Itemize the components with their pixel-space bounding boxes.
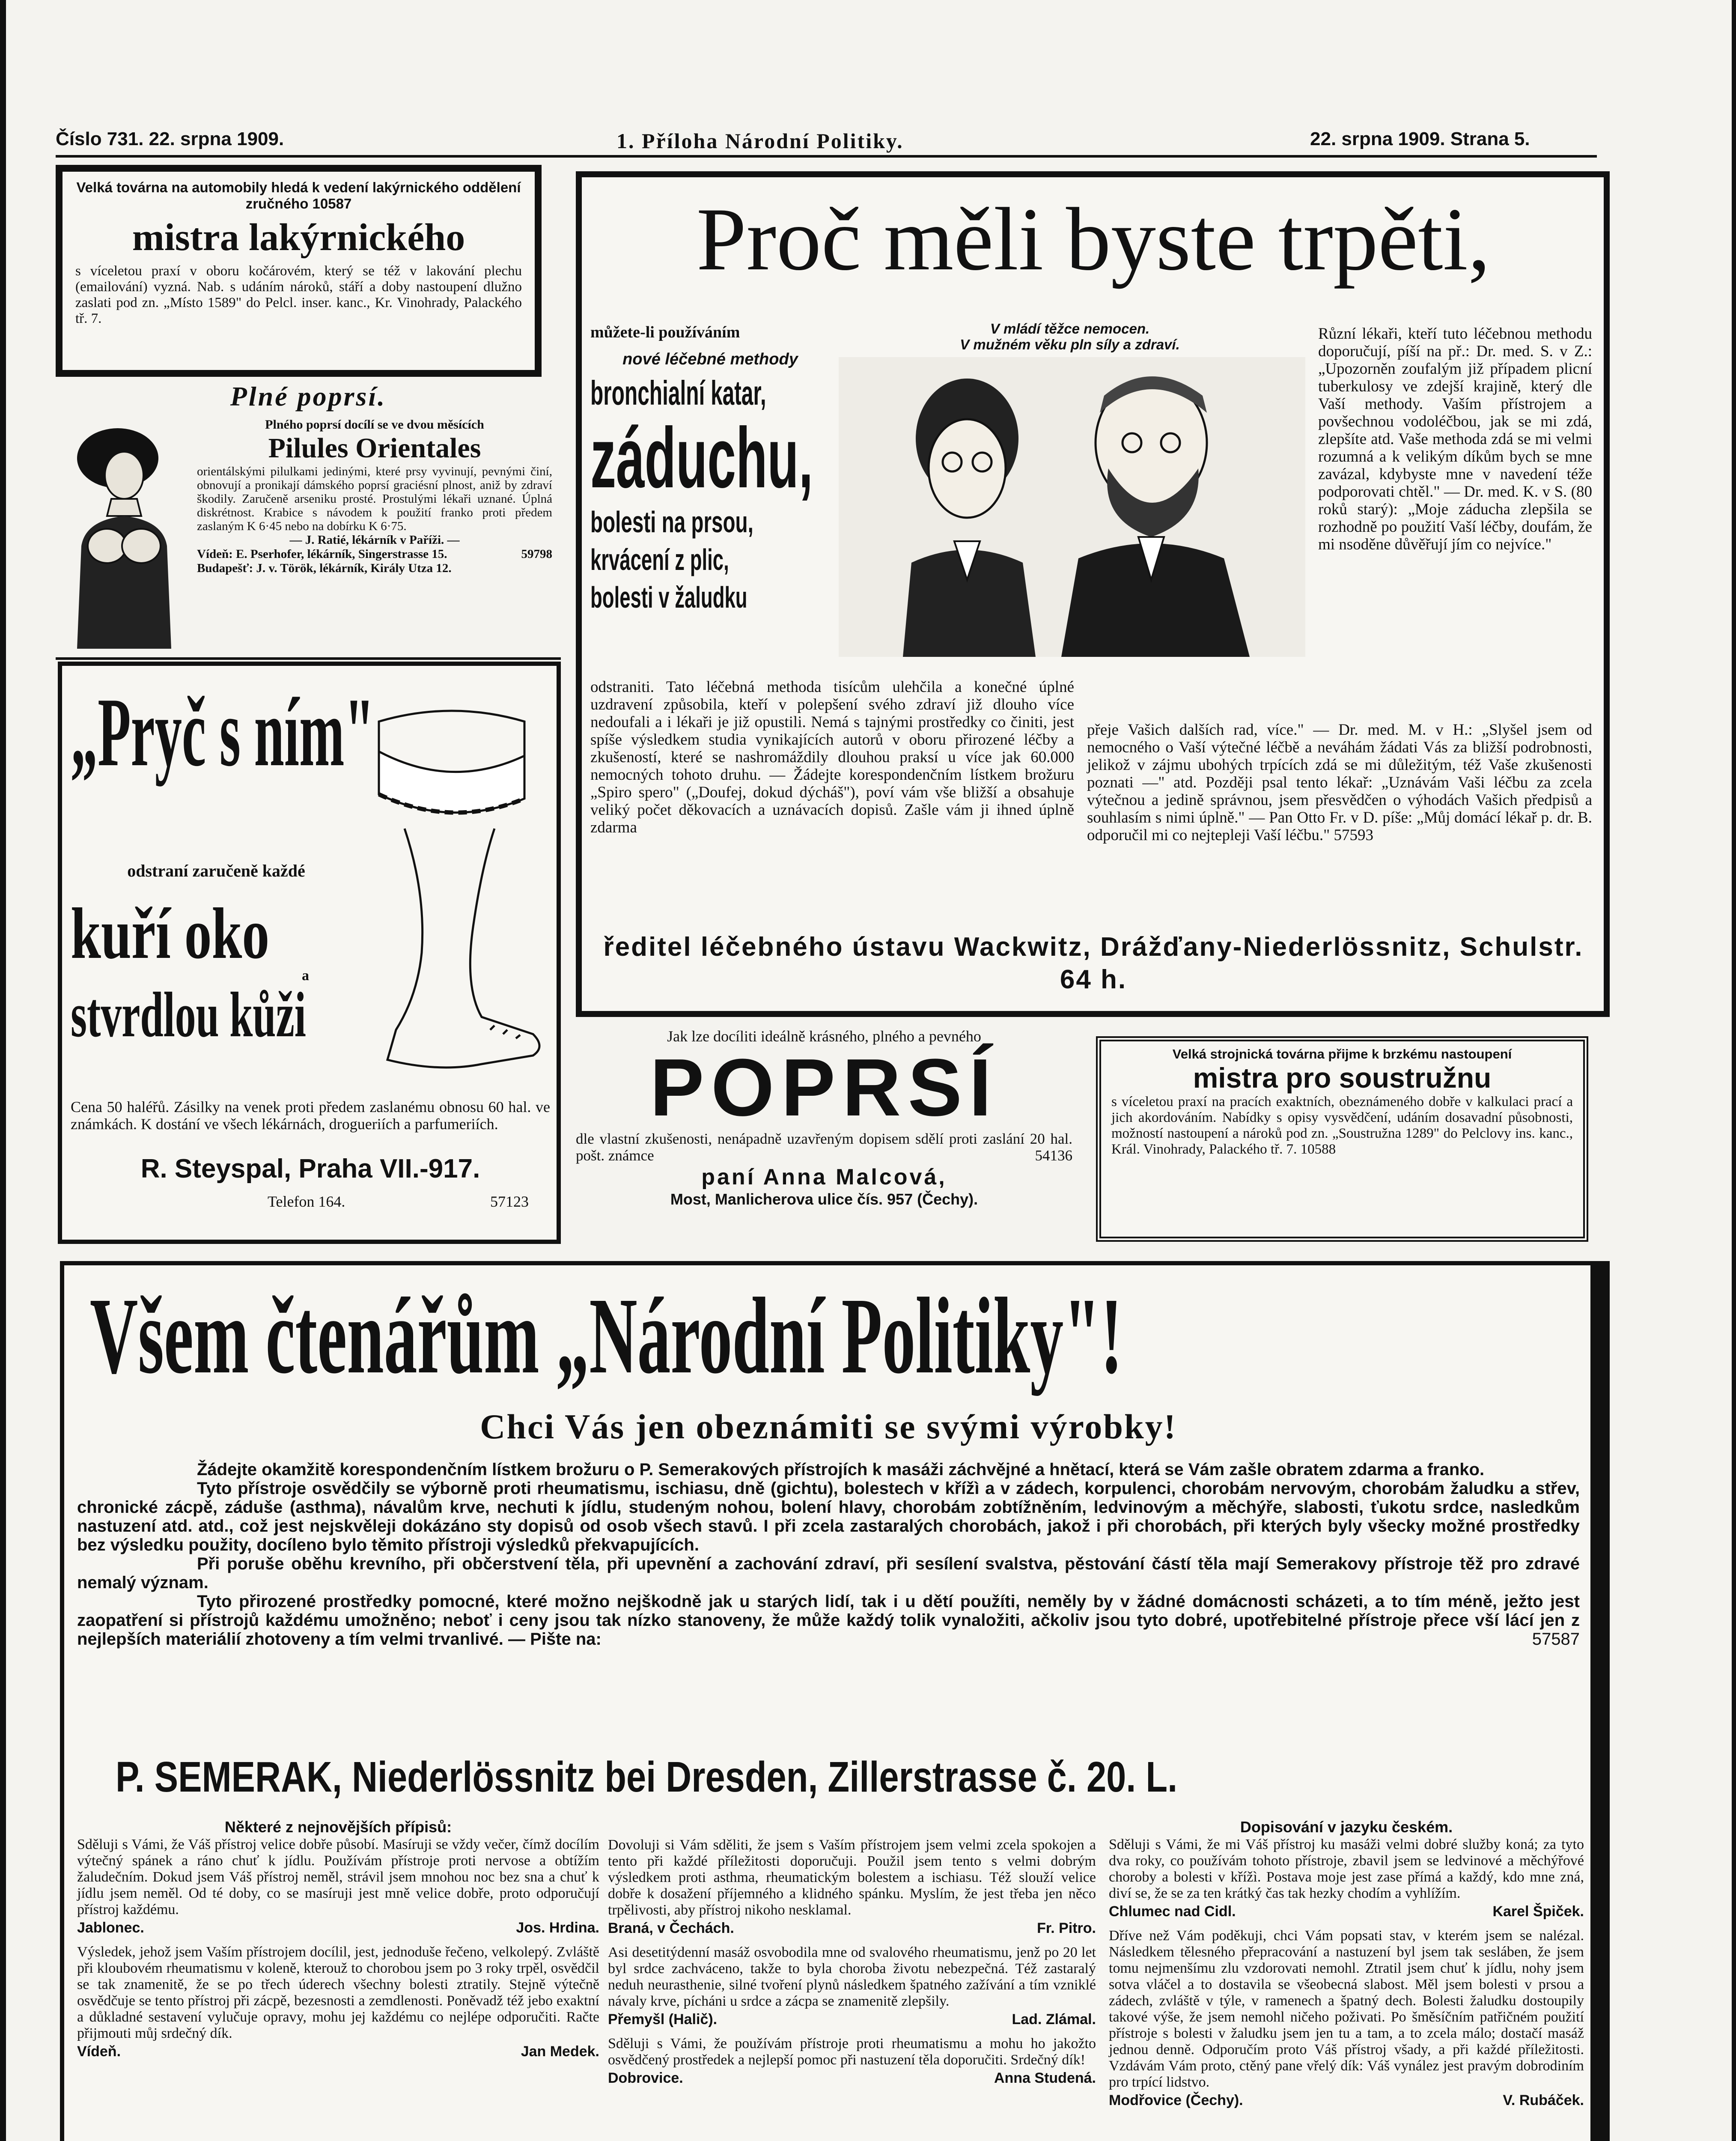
ad-poprsi-addr: Most, Manlicherova ulice čís. 957 (Čechy). bbox=[670, 1190, 978, 1208]
ad-poprsi-intro: Jak lze docíliti ideálně krásného, plného a pevného bbox=[667, 1028, 981, 1045]
ad-wackwitz bbox=[576, 171, 1610, 1017]
ad-pilules-brand: Pilules Orientales bbox=[268, 432, 481, 464]
col2-sig-a: Braná, v Čechách. Fr. Pitro. bbox=[608, 1920, 1096, 1936]
ad-wackwitz-body-right: přeje Vašich dalších rad, více." — Dr. med. M. v H.: „Slyšel jsem od nemocného o Vaší výtečné léčbě a neváhám žádati Vás za bližší podrobnosti, jelikož v zájmu ubohých trpících zdá se mi důležitým, též Vaše zkušenosti poznati —" atd. Později psal tento lékař: „Uznávám Vaši léčbu za zcela výtečnou a jedině správnou, jsem přesvědčen o výhodách Vašich předpisů a souhlasím s nimi úplně." — Pan Otto Fr. v D. píše: „Můj domácí lékař p. dr. B. odporučil mi co nejtepleji Vaší léčbu." 57593 bbox=[1087, 721, 1592, 844]
ad-wackwitz-headline: Proč měli byste trpěti, bbox=[696, 190, 1491, 289]
ad-wackwitz-body-left: odstraniti. Tato léčebná methoda tisícům ulehčila a konečné úplné uzdravení způsobila, kteří v polepšení svého zdraví již dlouho více nedoufali a i lékaři je již opustili. Nemá s tajnými prostředky co činiti, jest spíše výsledkem studia vynikajících autorů v oboru přirozené léčby a zkušeností, které se nashromáždily dlouhou praksí u více jak 60.000 nemocných tohoto druhu. — Žádejte korespondenčním lístkem brožuru „Spiro spero" („Doufej, dokud dýcháš"), poví vám vše bližší a obsahuje veliký počet děkovacích a uznávacích dopisů. Zašle vám ji ihned úplně zdarma bbox=[590, 678, 1074, 836]
ad-semerak-p1: Žádejte okamžitě korespondenčním lístkem brožuru o P. Semerakových přístrojích k masáži záchvějné a hnětací, která se Vám zašle obratem zdarma a franko. bbox=[197, 1460, 1485, 1479]
ad-lakyrnik-body: s víceletou praxí v oboru kočárovém, který se též v lakování plechu (emailování) vyzná. Nab. s udáním nároků, stáří a doby nastoupení dlužno zaslati pod zn. „Místo 1589" do Pelcl. inser. kanc., Kr. Vinohrady, Palackého tř. 7. bbox=[75, 263, 522, 326]
ad-pilules-text bbox=[197, 417, 552, 576]
header-page: 22. srpna 1909. Strana 5. bbox=[1310, 128, 1530, 149]
ad-soustruznik-intro: Velká strojnická továrna přijme k brzkému nastoupení bbox=[1172, 1047, 1512, 1062]
ad-wackwitz-method: nové léčebné methody bbox=[622, 350, 798, 368]
portrait-illustration bbox=[839, 357, 1305, 657]
col2-letter-c: Sděluji s Vámi, že používám přístroje proti rheumatismu a mohu ho jakožto osvědčený prostředek a nejlepší pomoc při nastuzení těla doporučiti. Srdečný dík! bbox=[608, 2036, 1096, 2068]
testimonial-col-1 bbox=[77, 1818, 599, 2060]
ad-semerak-p2: Tyto přístroje osvědčily se výborně proti rheumatismu, ischiasu, dně (gichtu), bolestech v křížì a v zádech, korpulenci, chorobám nervovým, chorobám žaludku a střev, chronické zácpě, záduše (asthma), návalům krve, nechuti k jídlu, studeným nohou, bolení hlavy, chorobám zobtížněním, ledvinovým a měchýře, slabosti, ťukotu srdce, nasledkům nastuzení atd. atd., což jest nejskvěleji dokázáno sty dopisů od osob všech stavů. I při zcela zastaralých chorobách, jakož i při chorobách, při kterých byly všecky možné prostředky bez výsledku použity, docíleno bylo těmito přístroji výsledků překvapujících. bbox=[77, 1479, 1580, 1554]
ad-kuri-oko-big2: stvrdlou kůži bbox=[71, 979, 306, 1050]
ad-kuri-oko-a: a bbox=[302, 968, 309, 984]
col1-sig-b: Vídeň. Jan Medek. bbox=[77, 2043, 599, 2060]
header-title: 1. Příloha Národní Politiky. bbox=[616, 129, 904, 153]
ad-kuri-oko-code: 57123 bbox=[490, 1193, 529, 1210]
ad-kuri-oko-slogan: „Pryč s ním" bbox=[71, 677, 375, 787]
ad-wackwitz-left bbox=[590, 323, 830, 616]
col1-letter-a: Sděluji s Vámi, že Váš přístroj velice dobře působí. Masíruji se vždy večer, čímž docílím výtečný spánek a ráno chuť k jídlu. Používám přístroje proti nervose a obtížím žaludečním. Dokud jsem Váš přístroj neměl, strávil jsem mnohou noc bez sna a chuť k jídlu jsem neměl. Od té doby, co se masíruji jest mně velice dobře, proto odporučují přístroj každému. bbox=[77, 1837, 599, 1917]
ad-poprsi-name: paní Anna Malcová, bbox=[701, 1165, 947, 1190]
ad-pilules-addr2: Vídeň: E. Pserhofer, lékárník, Singerstrasse 15. 59798 bbox=[197, 547, 552, 561]
ad-wackwitz-captions bbox=[832, 321, 1307, 352]
col2-sig-c: Dobrovice. Anna Studená. bbox=[608, 2070, 1096, 2086]
woman-bust-illustration bbox=[60, 417, 188, 649]
ad-kuri-oko-firm: R. Steyspal, Praha VII.-917. bbox=[140, 1154, 480, 1184]
col1-title: Některé z nejnovějších přípisů: bbox=[224, 1818, 452, 1836]
ad-soustruznik-title: mistra pro soustružnu bbox=[1193, 1062, 1492, 1094]
col3-sig-b: Modřovice (Čechy). V. Rubáček. bbox=[1109, 2092, 1584, 2108]
col1-letter-b: Výsledek, jehož jsem Vaším přístrojem docílil, jest, jednoduše řečeno, velkolepý. Zvláště při kloubovém rheumatismu v koleně, kterouž to chorobou jsem po 3 roky trpěl, osvědčil se tak znamenitě, že se po třech úderech všechny bolesti ztratily. Stejně výtečně osvědčuje se tento přístroj při zácpě, bezesnosti a zemdlenosti. Poněvadž též jebo exaktní a důkladné sestavení vylučuje opravy, mohu jej každému co nejlépe odporučiti. Račte přijmouti můj srdečný dík. bbox=[77, 1944, 599, 2041]
ad-kuri-oko bbox=[58, 662, 561, 1244]
ad-kuri-oko-price: Cena 50 haléřů. Zásilky na venek proti předem zaslanému obnosu 60 hal. ve známkách. K dostání ve všech lékárnách, drogueriích a parfumeriích. bbox=[71, 1098, 550, 1133]
ad-kuri-oko-tel: Telefon 164. bbox=[268, 1193, 345, 1210]
col3-letter-b: Dříve než Vám poděkuji, chci Vám popsati stav, v kterém jsem se nalézal. Následkem tělesného přepracování a nastuzení byl jsem tak sesláben, že jsem tomu nejmenšímu zlu vzdorovati nemohl. Ztratil jsem chuť k jídlu, nohy jsem sotva vláčel a to dostavila se všeobecná slabost. Měl jsem bolesti v prsou a zádech, zvláště v týle, v ramenech a špatný dech. Bolesti žaludku dostoupily takové výše, že jsem nemohl ničeho poživati. Po šměsíčním patřičném použití přístroje s bolesti v žaludku jsem jen tu a tam, a to zcela málo; dostačí masáž jednou denně. Odporučím proto Váš přístroj všady, a při každé příležitosti. Vzdávám Vám proto, ctěný pane vřelý dík: Váš vynález jest pravým dobrodiním pro trpící lidstvo. bbox=[1109, 1928, 1584, 2090]
ad-semerak-address: P. SEMERAK, Niederlössnitz bei Dresden, Zillerstrasse č. 20. L. bbox=[116, 1753, 1178, 1801]
caption-sick: V mládí těžce nemocen. bbox=[990, 321, 1150, 337]
ad-lakyrnik-title: mistra lakýrnického bbox=[132, 216, 465, 259]
ad-pilules bbox=[56, 379, 561, 660]
ad-kuri-oko-big1: kuří oko bbox=[71, 893, 270, 974]
testimonial-col-2 bbox=[608, 1837, 1096, 2087]
ad-pilules-addr1: — J. Ratié, lékárník v Paříži. — bbox=[289, 533, 460, 547]
ad-pilules-body: orientálskými pilulkami jedinými, které prsy vyvinují, pevnými činí, obnovují a pronikají dámského poprsí graciésní plnost, aniž by zdraví škodily. Zaručeně arseniku prosté. Prostulými lékaři uznané. Úplná diskrétnost. Krabice s návodem k použití franko proti předem zaslaným K 6·45 nebo na dobírku K 6·75. bbox=[197, 465, 552, 533]
ad-pilules-addr3: Budapešť: J. v. Török, lékárník, Király Utza 12. bbox=[197, 561, 452, 575]
ad-wackwitz-ill3: bolesti na prsou, bbox=[590, 505, 753, 539]
col2-letter-b: Asi desetitýdenní masáž osvobodila mne od svalového rheumatismu, jenž po 20 let byl srdce zachváceno, takže to byla choroba životu nebezpečná. Též zastaralý neduh neurasthenie, silné tvoření plynů následkem špatného zažívání a tím vzniklé návaly krve, pícháni u srdce a zácpa se znamenitě zlepšily. bbox=[608, 1944, 1096, 2009]
ad-semerak-p3: Při poruše oběhu krevního, při občerstvení těla, při upevnění a zachování zdraví, při sesílení svalstva, pěstování částí těla mají Semerakovy přístroje těž pro zdravé nemalý význam. bbox=[77, 1554, 1580, 1592]
ad-soustruznik-body: s víceletou praxí na pracích exaktních, obeznámeného dobře v kalkulaci prací a jich akordováním. Nabídky s opisy vysvědčení, udáním dosavadní působnosti, možností nastoupení a nároků pod zn. „Soustružna 1289" do Pelclovy ins. kanc., Král. Vinohrady, Palackého tř. 7. 10588 bbox=[1111, 1094, 1573, 1157]
leg-foot-illustration bbox=[353, 687, 554, 1085]
ad-pilules-sub: Plného poprsí docílí se ve dvou měsících bbox=[265, 417, 484, 432]
ad-wackwitz-footer: ředitel léčebného ústavu Wackwitz, Drážďany-Niederlössnitz, Schulstr. 64 h. bbox=[603, 932, 1584, 994]
ad-poprsi-body: dle vlastní zkušenosti, nenápadně uzavřeným dopisem sdělí proti zaslání 20 hal. pošt. známce 54136 bbox=[576, 1130, 1072, 1164]
ad-semerak-intro bbox=[77, 1460, 1580, 1649]
col1-sig-a: Jablonec. Jos. Hrdina. bbox=[77, 1920, 599, 1936]
ad-wackwitz-right: Různí lékaři, kteří tuto léčebnou methodu doporučují, píší na př.: Dr. med. S. v Z.: „Upozorněn zoufalým již případem plicní tuberkulosy ve zdejší krajině, který dle Vaší methody. Vaším přístrojem a povšechnou vodoléčbou, jak se mi zdá, zlepšíte atd. Vaše methoda zdá se mi velmi rozumná a k velikým díkům bych se mne zavázal, kdybyste mne v navedení téže podporovati chtěl." — Dr. med. K. v S. (80 roků starý): „Moje záducha zlepšila se rozhodně po použití Vaší léčby, doufám, že mi nsoděne důvěřují jím co nejvíce." bbox=[1318, 325, 1592, 553]
ad-lakyrnik bbox=[56, 165, 542, 377]
col3-sig-a: Chlumec nad Cidl. Karel Špiček. bbox=[1109, 1903, 1584, 1920]
col3-letter-a: Sděluji s Vámi, že mi Váš přístroj ku masáži velmi dobré služby koná; za tyto dva roky, co používám tohoto přístroje, zbavil jsem se ledvinové a měchýřové choroby a bolesti v křížì. Postava moje jest zase přímá a každý, kdo mne zná, diví se, že se za ten krátký čas tak hezky chodím a vyhlížím. bbox=[1109, 1837, 1584, 1901]
caption-healthy: V mužném věku pln síly a zdraví. bbox=[960, 337, 1180, 352]
ad-poprsi bbox=[576, 1028, 1072, 1250]
col2-sig-b: Přemyšl (Halič). Lad. Zlámal. bbox=[608, 2011, 1096, 2028]
ad-wackwitz-intro: můžete-li používáním bbox=[590, 323, 740, 341]
col2-letter-a: Dovoluji si Vám sděliti, že jsem s Vaším přístrojem jsem velmi zcela spokojen a tento při každé příležitosti doporučuji. Použil jsem tento s velmi dobrým výsledkem proti asthma, rheumatickým bolestem a ischiasu. Též slouží velice dobře k dosažení příjemného a klidného spánku. Myslím, že jest třeba jen něco trpělivosti, aby přístroj nikoho nesklamal. bbox=[608, 1837, 1096, 1918]
ad-semerak-p4: Tyto přirozené prostředky pomocné, které možno nejškodně jak u starých lidí, tak i u dětí použíti, neměly by v žádné domácnosti scházeti, a to tím méně, ježto jest zaopatření si přístrojů každému umožněno; neboť i ceny jsou tak nízko stanoveny, že může každý tolik vynaložiti, ačkoliv jsou tyto dobré, upotřebitelné přístroje přece vší lácí jen z nejlepších materiálií zhotoveny a tím velmi trvanlivé. — Pište na: 57587 bbox=[77, 1592, 1580, 1649]
header-issue: Číslo 731. 22. srpna 1909. bbox=[56, 128, 284, 149]
ad-kuri-oko-line: odstraní zaručeně každé bbox=[127, 861, 305, 880]
ad-lakyrnik-intro: Velká továrna na automobily hledá k vedení lakýrnického oddělení zručného 10587 bbox=[76, 179, 521, 212]
ad-wackwitz-ill1: bronchialní katar, bbox=[590, 374, 766, 412]
ad-semerak bbox=[60, 1261, 1610, 2141]
ad-soustruznik bbox=[1096, 1036, 1588, 1242]
header-rule bbox=[56, 155, 1597, 158]
ad-poprsi-big: POPRSÍ bbox=[650, 1042, 998, 1133]
ad-semerak-sub: Chci Vás jen obeznámiti se svými výrobky! bbox=[480, 1407, 1177, 1446]
ad-semerak-headline: Všem čtenářům „Národní Politiky"! bbox=[90, 1276, 1123, 1396]
col3-title: Dopisování v jazyku českém. bbox=[1240, 1818, 1453, 1836]
ad-wackwitz-ill2: záduchu, bbox=[590, 410, 813, 506]
testimonial-col-3 bbox=[1109, 1818, 1584, 2109]
ad-wackwitz-ill5: bolesti v žaludku bbox=[590, 581, 747, 614]
ad-pilules-title: Plné poprsí. bbox=[230, 381, 387, 412]
ad-wackwitz-ill4: krvácení z plic, bbox=[590, 543, 729, 576]
